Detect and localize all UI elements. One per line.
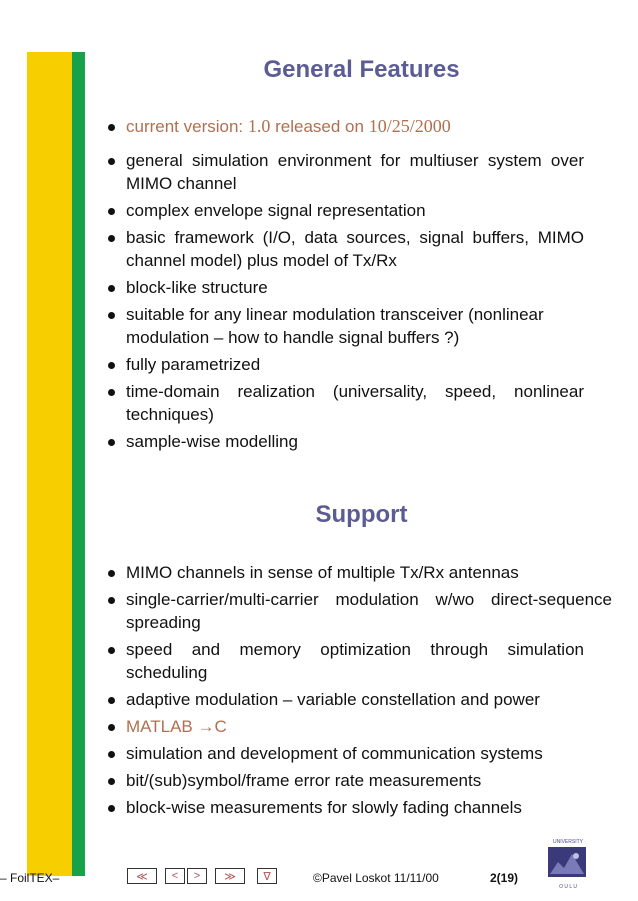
list-item: MIMO channels in sense of multiple Tx/Rx antennas [106, 561, 612, 584]
nav-prev-button[interactable]: < [165, 868, 185, 884]
foiltex-label: – FoilTEX– [0, 871, 60, 885]
nav-next-button[interactable]: > [187, 868, 207, 884]
list-item: sample-wise modelling [106, 430, 584, 453]
general-features-list [106, 115, 584, 457]
list-item: basic framework (I/O, data sources, signal buffers, MIMO channel model) plus model of Tx/Rx [106, 226, 584, 272]
list-item: fully parametrized [106, 353, 584, 376]
list-item: adaptive modulation – variable constellation and power [106, 688, 612, 711]
section-title-general-features: General Features [263, 56, 460, 83]
page-number: 2(19) [490, 871, 519, 885]
list-item: speed and memory optimization through simulation scheduling [106, 638, 612, 684]
copyright-text: ©Pavel Loskot 11/11/00 [313, 871, 439, 885]
list-item: single-carrier/multi-carrier modulation w/wo direct-sequence spreading [106, 588, 612, 634]
nav-back-button[interactable]: ∇ [257, 868, 277, 884]
list-item: simulation and development of communication systems [106, 742, 612, 765]
version-item: current version: 1.0 released on 10/25/2000 [106, 115, 584, 138]
footer [0, 868, 638, 890]
support-list [106, 561, 612, 823]
svg-text:O U L U: O U L U [559, 884, 577, 890]
list-item: suitable for any linear modulation transceiver (nonlinear modulation – how to handle signal buffers ?) [106, 303, 584, 349]
yellow-side-bar [27, 52, 72, 876]
list-item: time-domain realization (universality, speed, nonlinear techniques) [106, 380, 584, 426]
matlab-item: MATLAB →C [106, 715, 612, 738]
list-item: bit/(sub)symbol/frame error rate measurements [106, 769, 612, 792]
list-item: general simulation environment for multiuser system over MIMO channel [106, 149, 584, 195]
logo-text: UNIVERSITY [552, 839, 584, 845]
section-title-support: Support [315, 501, 408, 528]
list-item: block-wise measurements for slowly fading channels [106, 796, 612, 819]
list-item: complex envelope signal representation [106, 199, 584, 222]
green-side-bar [72, 52, 85, 876]
nav-last-button[interactable]: ≫ [215, 868, 245, 884]
nav-first-button[interactable]: ≪ [127, 868, 157, 884]
list-item: block-like structure [106, 276, 584, 299]
